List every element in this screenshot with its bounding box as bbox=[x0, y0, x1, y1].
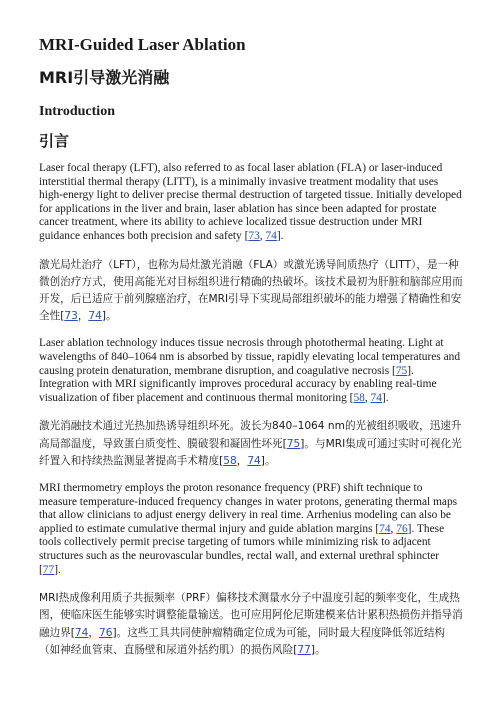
citation-link[interactable]: 74 bbox=[370, 391, 382, 404]
citation-link[interactable]: 75 bbox=[395, 364, 408, 377]
citation-separator: , bbox=[259, 229, 266, 242]
paragraph-2-en: Laser ablation technology induces tissue necrosis through photothermal heating. Light at wavelengths of 840–1064 nm is absorbed by tissue, rapidly elevating local temperatures and causing protein denaturation, membrane disruption, and coagulative necrosis [75]. Integration with MRI significantly improves procedural accuracy by enabling real-time visualization of fiber placement and continuous thermal monitoring [58, 74]. bbox=[39, 337, 461, 404]
citation-link[interactable]: 74 bbox=[247, 454, 261, 467]
paragraph-tail: 。这些工具共同使肿瘤精确定位成为可能，同时最大程度降低邻近结构（如神经血管束、直肠壁和尿道外括约肌）的损伤风险 bbox=[39, 626, 446, 656]
paragraph-1-en: Laser focal therapy (LFT), also referred to as focal laser ablation (FLA) or laser-induced interstitial thermal therapy (LITT), is a minimally invasive treatment modality that uses high-energy light to deliver precise thermal destruction of targeted tissue. Initially developed for applications in the liver and brain, laser ablation has since been adapted for prostate cancer treatment, where its ability to achieve localized tissue destruction under MRI guidance enhances both precision and safety [73, 74]. bbox=[39, 162, 462, 242]
paragraph-tail: . bbox=[385, 391, 389, 404]
paragraph-tail: . Integration with MRI significantly improves procedural accuracy by enabling real-time visualization of fiber placement and continuous thermal monitoring bbox=[39, 364, 437, 404]
citation-separator: , bbox=[390, 522, 397, 535]
citation-link[interactable]: 74 bbox=[74, 626, 89, 639]
citation-link[interactable]: 74 bbox=[265, 229, 277, 242]
citation-link[interactable]: 74 bbox=[88, 310, 102, 323]
citation-link[interactable]: 77 bbox=[42, 563, 55, 576]
citation-link[interactable]: 77 bbox=[297, 643, 311, 656]
paragraph-tail: . bbox=[57, 563, 61, 576]
paragraph-text: Laser ablation technology induces tissue necrosis through photothermal heating. Light at wavelengths of 840–1064 nm is absorbed by tissue, rapidly elevating local temperatures and causing protein denaturation, membrane disruption, and coagulative necrosis bbox=[39, 337, 461, 377]
paragraph-tail: . These tools collectively permit precise targeting of tumors while minimizing risk to adjacent structures such as the neurovascular bundles, rectal wall, and external urethral sphincter bbox=[39, 522, 445, 562]
citation-separator: ， bbox=[77, 310, 89, 323]
citation-link[interactable]: 74 bbox=[379, 522, 391, 535]
paragraph-tail: 。 bbox=[264, 454, 276, 467]
paragraph-1-zh: 激光局灶治疗（LFT），也称为局灶激光消融（FLA）或激光诱导间质热疗（LITT），是一种微创治疗方式，使用高能光对目标组织进行精确的热破坏。该技术最初为肝脏和脑部应用而开发，后已适应于前列腺癌治疗，在MRI引导下实现局部组织破坏的能力增强了精确性和安全性[73，74]。 bbox=[39, 258, 463, 323]
document-title-zh: MRI引导激光消融 bbox=[39, 68, 170, 87]
citation-link[interactable]: 76 bbox=[99, 626, 113, 639]
paragraph-text: MRI热成像利用质子共振频率（PRF）偏移技术测量水分子中温度引起的频率变化，生成热图，使临床医生能够实时调整能量输送。也可应用阿伦尼斯建模来估计累积热损伤并指导消融边界 bbox=[39, 592, 463, 639]
citation-link[interactable]: 76 bbox=[396, 522, 408, 535]
citation-link[interactable]: 58 bbox=[223, 454, 237, 467]
paragraph-tail: 。与MRI集成可通过实时可视化光纤置入和持续热监测显著提高手术精度 bbox=[39, 437, 462, 467]
citation-separator: ， bbox=[88, 626, 99, 639]
paragraph-text: 激光消融技术通过光热加热诱导组织坏死。波长为840–1064 nm的光被组织吸收，迅速升高局部温度，导致蛋白质变性、膜破裂和凝固性坏死 bbox=[39, 420, 462, 450]
citation-link[interactable]: 75 bbox=[286, 437, 301, 450]
paragraph-2-zh: 激光消融技术通过光热加热诱导组织坏死。波长为840–1064 nm的光被组织吸收，迅速升高局部温度，导致蛋白质变性、膜破裂和凝固性坏死[75]。与MRI集成可通过实时可视化光纤置入和持续热监测显著提高手术精度[58，74]。 bbox=[39, 420, 462, 467]
paragraph-text: MRI thermometry employs the proton resonance frequency (PRF) shift technique to measure temperature-induced frequency changes in water protons, generating thermal maps that allow clinicians to adjust energy delivery in real time. Arrhenius modeling can also be applied to estimate cumulative thermal injury and guide ablation margins bbox=[39, 481, 458, 535]
paragraph-tail: 。 bbox=[106, 310, 117, 323]
section-heading-zh: 引言 bbox=[39, 132, 70, 150]
paragraph-3-zh: MRI热成像利用质子共振频率（PRF）偏移技术测量水分子中温度引起的频率变化，生成热图，使临床医生能够实时调整能量输送。也可应用阿伦尼斯建模来估计累积热损伤并指导消融边界[74，76]。这些工具共同使肿瘤精确定位成为可能，同时最大程度降低邻近结构（如神经血管束、直肠壁和尿道外括约肌）的损伤风险[77]。 bbox=[39, 592, 463, 656]
paragraph-tail: . bbox=[280, 229, 284, 242]
citation-link[interactable]: 73 bbox=[64, 310, 78, 323]
paragraph-3-en: MRI thermometry employs the proton resonance frequency (PRF) shift technique to measure temperature-induced frequency changes in water protons, generating thermal maps that allow clinicians to adjust energy delivery in real time. Arrhenius modeling can also be applied to estimate cumulative thermal injury and guide ablation margins [74, 76]. These tools collectively permit precise targeting of tumors while minimizing risk to adjacent structures such as the neurovascular bundles, rectal wall, and external urethral sphincter [77]. bbox=[39, 481, 458, 576]
document-title-en: MRI-Guided Laser Ablation bbox=[39, 35, 246, 54]
citation-separator: ， bbox=[236, 454, 248, 467]
citation-link[interactable]: 73 bbox=[248, 229, 260, 242]
paragraph-tail: 。 bbox=[315, 643, 326, 656]
document-page bbox=[39, 34, 463, 659]
citation-link[interactable]: 58 bbox=[353, 391, 365, 404]
paragraph-text: 激光局灶治疗（LFT），也称为局灶激光消融（FLA）或激光诱导间质热疗（LITT），是一种微创治疗方式，使用高能光对目标组织进行精确的热破坏。该技术最初为肝脏和脑部应用而开发，后已适应于前列腺癌治疗，在MRI引导下实现局部组织破坏的能力增强了精确性和安全性 bbox=[39, 258, 463, 323]
section-heading-en: Introduction bbox=[39, 104, 115, 119]
citation-separator: , bbox=[364, 391, 371, 404]
paragraph-text: Laser focal therapy (LFT), also referred to as focal laser ablation (FLA) or laser-induced interstitial thermal therapy (LITT), is a minimally invasive treatment modality that uses high-energy light to deliver precise thermal destruction of targeted tissue. Initially developed for applications in the liver and brain, laser ablation has since been adapted for prostate cancer treatment, where its ability to achieve localized tissue destruction under MRI guidance enhances both precision and safety bbox=[39, 162, 462, 242]
